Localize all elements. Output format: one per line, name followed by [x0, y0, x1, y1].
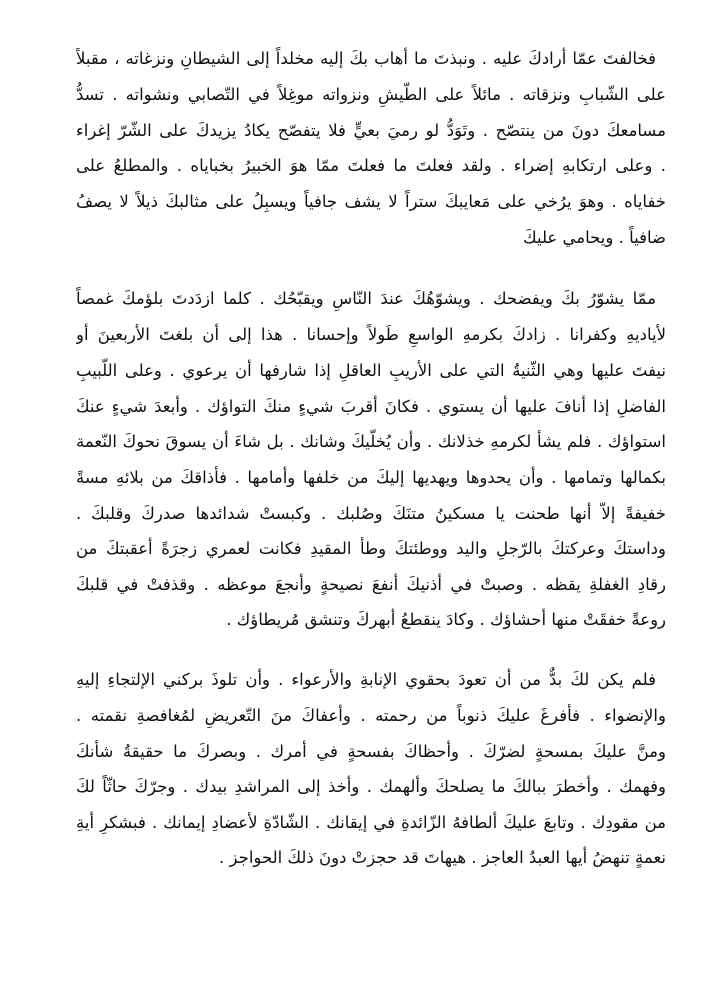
paragraph-2-line-4: الفاضلِ إذا أنافَ عليها أن يستوي . فكانَ أقربَ شيءٍ منكَ التواؤك . وأبعدَ شيءٍ عنكَ	[76, 397, 666, 416]
paragraph-3-line-2: والإنضواء . فأفرغَ عليكَ ذنوباً من رحمته . وأعفاكَ منَ التّعريضِ لمُغافصةِ نقمته .	[76, 706, 666, 725]
paragraph-2-line-2: لأياديهِ وكفرانا . زادكَ بكرمهِ الواسعِ طَولاً وإحسانا . هذا إلى أن بلغتَ الأربعينَ أو	[76, 325, 666, 344]
paragraph-2-line-9: رقادِ الغفلةِ يقظه . وصبتْ في أذنيكَ أنفعَ نصيحةٍ وأنجعَ موعظه . وقذفتْ في قلبكَ	[76, 575, 666, 594]
paragraph-1-line-6: ضافياً . ويحامي عليكَ	[523, 228, 666, 247]
paragraph-1-line-5: خفاياه . وهوَ يرُخي على مَعايبكَ ستراً لا يشف جافياً ويسبِلُ على مثالبكَ ذيلاً لا يصفُ	[76, 192, 666, 211]
paragraph-1-line-1: فخالفتَ عمّا أرادكَ عليه . ونبذتَ ما أهاب بكَ إليه مخلداً إلى الشيطانِ ونزغاته ، مقبلاً	[76, 49, 656, 68]
paragraph-2-line-8: وداستكَ وعركتكَ بالرّجلِ واليد ووطئتكَ وطأ المقيدِ فكانت لعمري زجرَةً أعقبتكَ من	[76, 539, 666, 558]
paragraph-2-line-10: روعةً خفقَتْ منها أحشاؤك . وكادَ ينقطعُ أبهركَ وتنشق مُريطاؤك .	[226, 610, 666, 629]
paragraph-2-line-6: بكمالها وتمامها . وأن يحدوها ويهديها إليكَ من خلفها وأمامها . فأذاقكَ من بلائهِ مسةً	[76, 468, 666, 487]
paragraph-2-line-7: خفيفةً إلاّ أنها طحنت يا مسكينُ متنَكَ وصُلبك . وكبستْ شدائدها صدركَ وقلبكَ .	[76, 504, 666, 523]
paragraph-3-line-1: فلم يكن لكَ بدٌّ من أن تعودَ بحقوي الإنابةِ والأرعواء . وأن تلوذَ بركني الإلتجاءِ إليهِ	[76, 670, 656, 689]
paragraph-2-line-1: ممّا يشوّرُ بكَ ويفضحك . ويشوّهُكَ عندَ النّاسِ ويقبّحُك . كلما ازدَدتَ بلؤمكَ غمصاً	[76, 289, 656, 308]
paragraph-1-line-2: على الشّبابِ ونزقاته . مائلاً على الطّيشِ ونزواته موغِلاً في التّصابي ونشواته . تسدُّ	[76, 85, 666, 104]
paragraph-1-line-3: مسامعكَ دونَ من ينتصّح . وتَوَدُّ لو رميَ بعيٍّ فلا يتفصّح يكادُ يزيدكَ على الشّرّ إغراء	[76, 121, 666, 140]
paragraph-3-line-3: ومنَّ عليكَ بمسحةٍ لضرّكَ . وأحظاكَ بفسحةٍ في أمرك . وبصركَ ما حقيقةُ شأنكَ	[76, 742, 666, 761]
paragraph-2-line-5: استواؤك . فلم يشأ لكرمهِ خذلانك . وأن يُخلّيكَ وشانك . بل شاءَ أن يسوقَ نحوكَ النّعمة	[76, 432, 666, 451]
paragraph-1-line-4: . وعلى ارتكابهِ إضراء . ولقد فعلتَ ما فعلتَ ممّا هوَ الخبيرُ بخباياه . والمطلعُ على	[76, 156, 666, 175]
paragraph-2-line-3: نيفتَ عليها وهي الثّنيةُ التي على الأريبِ العاقلِ إذا شارفها أن يرعوي . وعلى اللّبيبِ	[76, 361, 666, 380]
paragraph-3-line-5: من مقودِك . وتابعَ عليكَ ألطافهُ الزّائدةِ في إيقانك . الشّادّةِ لأعضادِ إيمانك . فبشكرِ أيةِ	[76, 813, 666, 832]
paragraph-3-line-6: نعمةٍ تنهضُ أيها العبدُ العاجز . هيهاتَ قد حجزتْ دونَ ذلكَ الحواجز .	[219, 848, 666, 867]
paragraph-3-line-4: وفهمك . وأخطرَ ببالكَ ما يصلحكَ وألهمك . وأخذ إلى المراشدِ بيدك . وجرّكَ حاثّاً لكَ	[76, 777, 666, 796]
